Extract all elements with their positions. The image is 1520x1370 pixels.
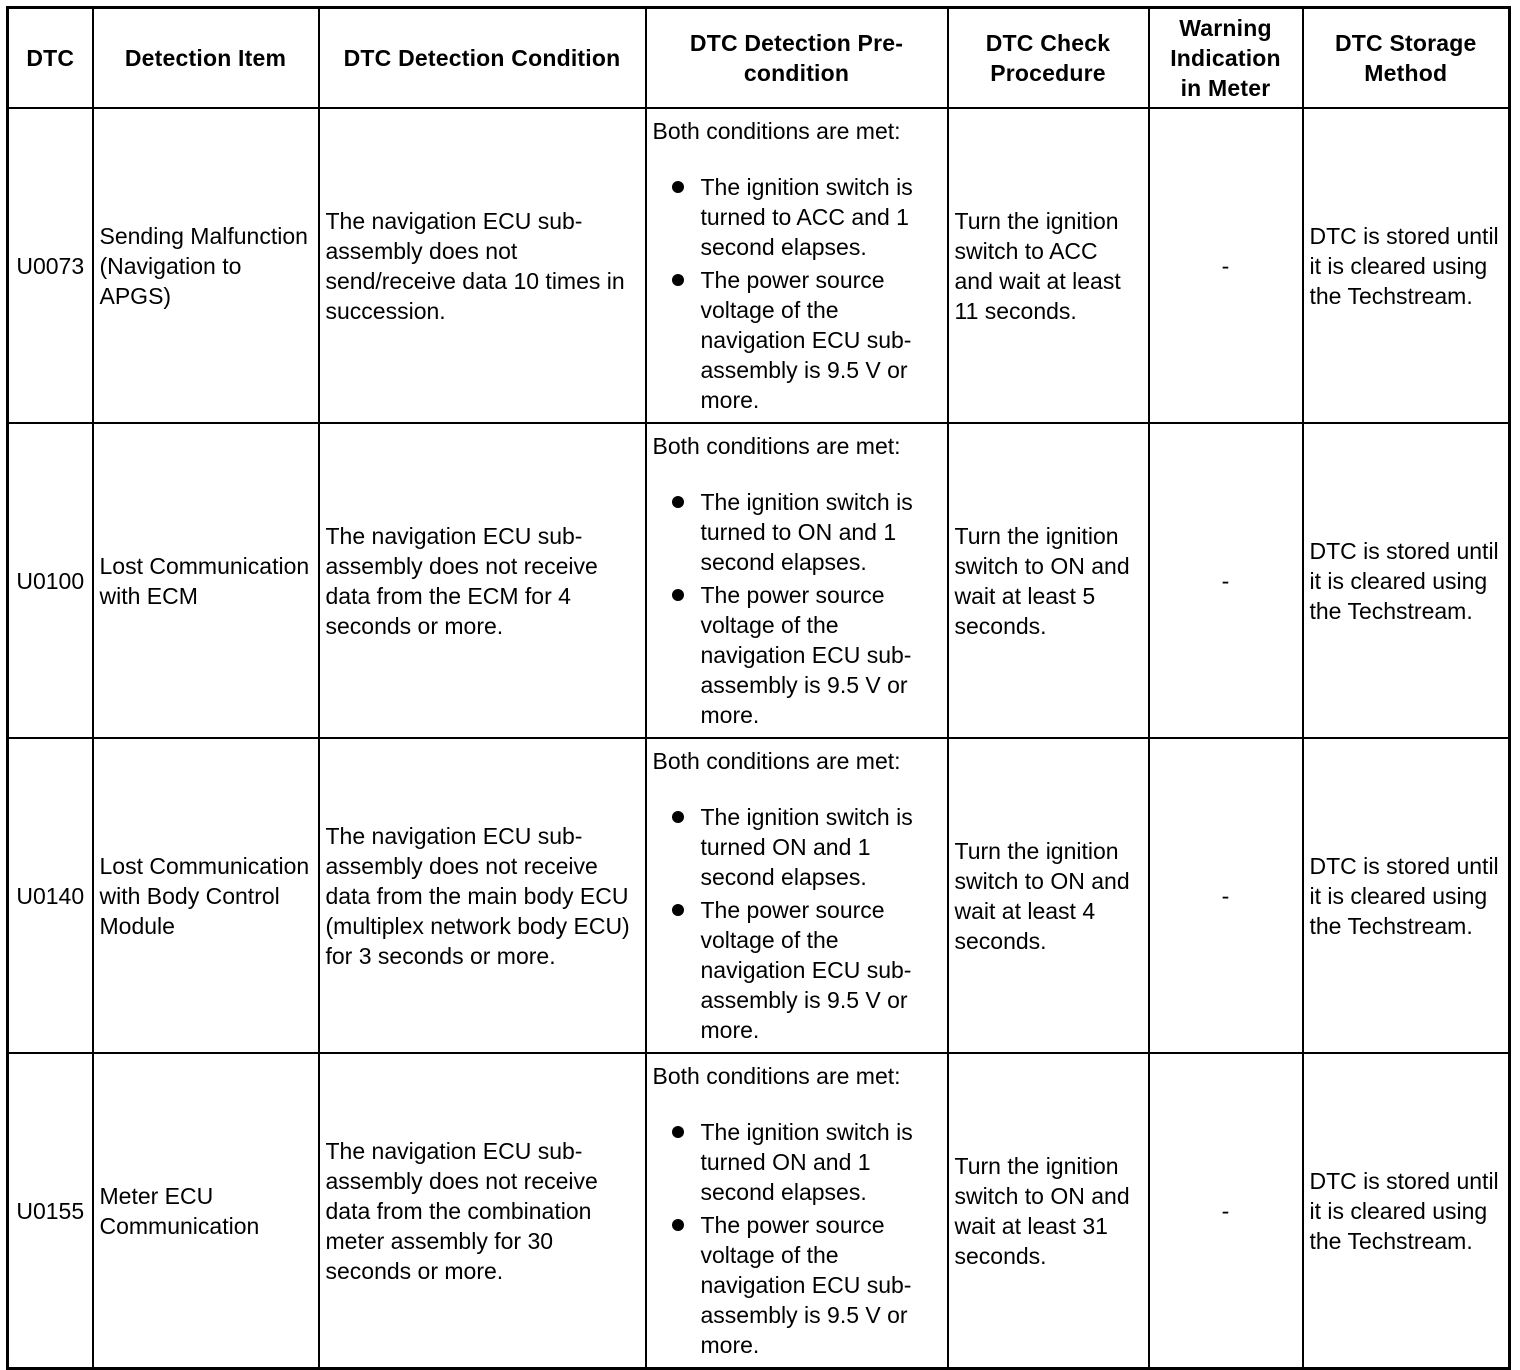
list-item: [653, 172, 941, 262]
header-detection-item: Detection Item: [93, 8, 319, 109]
header-pre-condition: DTC Detection Pre-condition: [646, 8, 948, 109]
pre-condition-intro: Both conditions are met:: [652, 748, 901, 774]
dtc-code: U0073: [8, 108, 93, 423]
detection-condition: The navigation ECU sub-assembly does not receive data from the ECM for 4 seconds or more.: [319, 423, 646, 738]
header-row: [8, 8, 1510, 109]
header-check-procedure: DTC Check Procedure: [948, 8, 1149, 109]
bullet-icon: [672, 589, 684, 601]
list-item: [653, 895, 941, 1045]
bullet-icon: [672, 274, 684, 286]
header-dtc: DTC: [8, 8, 93, 109]
list-item: [653, 580, 941, 730]
pre-condition-intro: Both conditions are met:: [652, 1063, 901, 1089]
bullet-icon: [672, 1219, 684, 1231]
check-procedure: Turn the ignition switch to ON and wait at least 5 seconds.: [948, 423, 1149, 738]
detection-condition: The navigation ECU sub-assembly does not receive data from the main body ECU (multiplex network body ECU) for 3 seconds or more.: [319, 738, 646, 1053]
pre-condition-intro: Both conditions are met:: [652, 118, 901, 144]
detection-item: Lost Communication with Body Control Module: [93, 738, 319, 1053]
table-row: [8, 1053, 1510, 1369]
table-row: [8, 423, 1510, 738]
condition-text: The power source voltage of the navigation ECU sub-assembly is 9.5 V or more.: [700, 897, 912, 1043]
list-item: [653, 1210, 941, 1360]
condition-text: The power source voltage of the navigation ECU sub-assembly is 9.5 V or more.: [700, 267, 912, 413]
storage-method: DTC is stored until it is cleared using the Techstream.: [1303, 108, 1510, 423]
storage-method: DTC is stored until it is cleared using the Techstream.: [1303, 1053, 1510, 1369]
pre-condition: [646, 108, 948, 423]
bullet-icon: [672, 496, 684, 508]
header-warning-indication: Warning Indication in Meter: [1149, 8, 1303, 109]
pre-condition-list: [653, 1117, 941, 1360]
detection-item: Lost Communication with ECM: [93, 423, 319, 738]
pre-condition: [646, 738, 948, 1053]
storage-method: DTC is stored until it is cleared using the Techstream.: [1303, 423, 1510, 738]
pre-condition-list: [653, 487, 941, 730]
table-row: [8, 738, 1510, 1053]
warning-indication: -: [1149, 108, 1303, 423]
condition-text: The ignition switch is turned to ACC and 1 second elapses.: [700, 174, 913, 260]
dtc-code: U0100: [8, 423, 93, 738]
dtc-table: [6, 6, 1511, 1370]
condition-text: The power source voltage of the navigation ECU sub-assembly is 9.5 V or more.: [700, 1212, 912, 1358]
list-item: [653, 487, 941, 577]
header-storage-method: DTC Storage Method: [1303, 8, 1510, 109]
detection-item: Sending Malfunction (Navigation to APGS): [93, 108, 319, 423]
detection-condition: The navigation ECU sub-assembly does not receive data from the combination meter assembly for 30 seconds or more.: [319, 1053, 646, 1369]
detection-condition: The navigation ECU sub-assembly does not send/receive data 10 times in succession.: [319, 108, 646, 423]
list-item: [653, 1117, 941, 1207]
warning-indication: -: [1149, 1053, 1303, 1369]
table-row: [8, 108, 1510, 423]
pre-condition-list: [653, 802, 941, 1045]
header-detection-condition: DTC Detection Condition: [319, 8, 646, 109]
pre-condition-intro: Both conditions are met:: [652, 433, 901, 459]
detection-item: Meter ECU Communication: [93, 1053, 319, 1369]
warning-indication: -: [1149, 738, 1303, 1053]
pre-condition-list: [653, 172, 941, 415]
pre-condition: [646, 423, 948, 738]
condition-text: The power source voltage of the navigation ECU sub-assembly is 9.5 V or more.: [700, 582, 912, 728]
check-procedure: Turn the ignition switch to ON and wait at least 31 seconds.: [948, 1053, 1149, 1369]
bullet-icon: [672, 181, 684, 193]
check-procedure: Turn the ignition switch to ACC and wait at least 11 seconds.: [948, 108, 1149, 423]
condition-text: The ignition switch is turned ON and 1 second elapses.: [700, 1119, 913, 1205]
bullet-icon: [672, 1126, 684, 1138]
dtc-code: U0140: [8, 738, 93, 1053]
dtc-code: U0155: [8, 1053, 93, 1369]
condition-text: The ignition switch is turned to ON and 1 second elapses.: [700, 489, 913, 575]
storage-method: DTC is stored until it is cleared using the Techstream.: [1303, 738, 1510, 1053]
check-procedure: Turn the ignition switch to ON and wait at least 4 seconds.: [948, 738, 1149, 1053]
condition-text: The ignition switch is turned ON and 1 second elapses.: [700, 804, 913, 890]
list-item: [653, 265, 941, 415]
warning-indication: -: [1149, 423, 1303, 738]
bullet-icon: [672, 904, 684, 916]
bullet-icon: [672, 811, 684, 823]
pre-condition: [646, 1053, 948, 1369]
list-item: [653, 802, 941, 892]
